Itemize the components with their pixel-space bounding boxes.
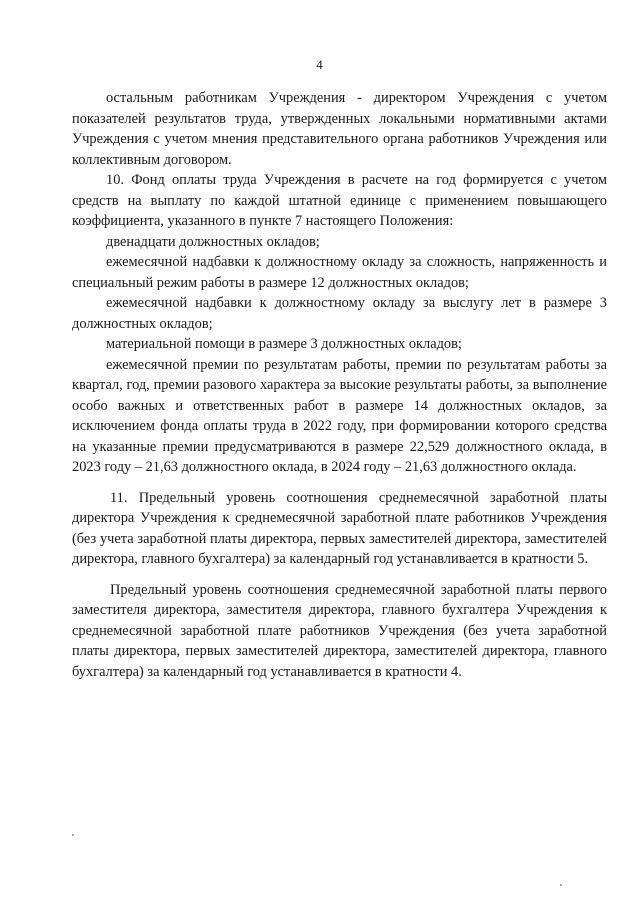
list-item-monthly-premium: ежемесячной премии по результатам работы, премии по результатам работы за квартал, год, премии разового характера за высокие результаты работы, за выполнение особо важных и ответственных работ в размере 14 должностных окладов, за исключением фонда оплаты труда в 2022 году, при формировании которого средства на указанные премии предусматриваются в размере 22,529 должностного оклада, в 2023 году – 21,63 должностного оклада, в 2024 году – 21,63 должностного оклада. [72, 356, 607, 475]
paragraph-item-10: 10. Фонд оплаты труда Учреждения в расчете на год формируется с учетом средств на выплату по каждой штатной единице с применением повышающего коэффициента, указанного в пункте 7 настоящего Положения: [72, 172, 607, 229]
list-item-material-aid: материальной помощи в размере 3 должностных окладов; [106, 336, 462, 352]
scan-speck [72, 834, 74, 836]
list-item-seniority-bonus: ежемесячной надбавки к должностному окладу за выслугу лет в размере 3 должностных окладов; [72, 295, 607, 332]
list-item-complexity-bonus: ежемесячной надбавки к должностному окладу за сложность, напряженность и специальный режим работы в размере 12 должностных окладов; [72, 254, 607, 291]
document-body [72, 88, 607, 682]
paragraph-item-11: 11. Предельный уровень соотношения среднемесячной заработной платы директора Учреждения к среднемесячной заработной плате работников Учреждения (без учета заработной платы директора, первых заместителей директора, заместителей директора, главного бухгалтера) за календарный год устанавливается в кратности 5. [72, 489, 607, 567]
paragraph-continuation: остальным работникам Учреждения - директором Учреждения с учетом показателей результатов труда, утвержденных локальными нормативными актами Учреждения с учетом мнения представительного органа работников Учреждения или коллективным договором. [72, 90, 607, 168]
paragraph-deputy-ratio: Предельный уровень соотношения среднемесячной заработной платы первого заместителя директора, заместителя директора, главного бухгалтера Учреждения к среднемесячной заработной плате работников Учреждения (без учета заработной платы директора, первых заместителей директора, заместителей директора, главного бухгалтера) за календарный год устанавливается в кратности 4. [72, 581, 607, 680]
list-item-salaries: двенадцати должностных окладов; [106, 233, 320, 250]
scan-speck [560, 884, 562, 886]
page-number: 4 [316, 57, 323, 72]
